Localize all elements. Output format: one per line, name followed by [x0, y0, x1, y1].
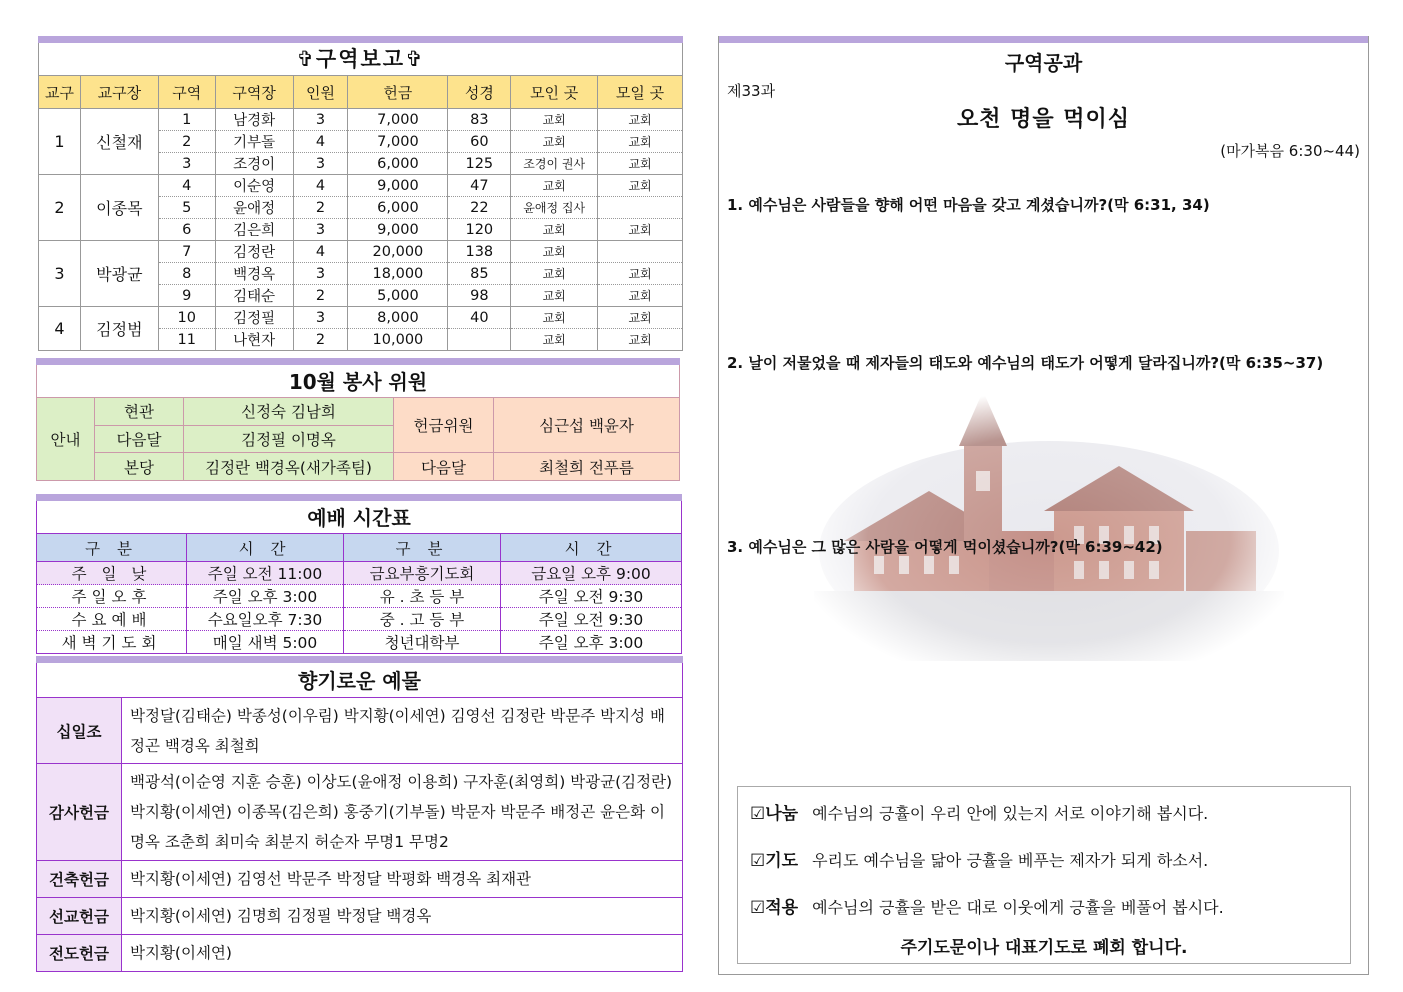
table-row [39, 109, 683, 131]
meet-place-cell: 교회 [598, 131, 683, 153]
table-row [37, 608, 682, 631]
people-cell: 4 [293, 131, 348, 153]
gyogu-cell: 3 [39, 241, 81, 307]
district-report-table [38, 75, 683, 351]
area-cell: 11 [158, 329, 215, 351]
table-row [37, 585, 682, 608]
met-place-cell: 교회 [511, 263, 598, 285]
gyogu-leader-cell: 이종목 [80, 175, 158, 241]
bible-cell: 47 [448, 175, 511, 197]
area-leader-cell: 조경이 [215, 153, 293, 175]
meet-place-cell: 교회 [598, 263, 683, 285]
area-cell: 10 [158, 307, 215, 329]
offering-cell: 6,000 [348, 153, 448, 175]
met-place-cell: 교회 [511, 329, 598, 351]
lesson-title: 구역공과 [1004, 51, 1083, 75]
service-name: 주일오후 [37, 585, 187, 608]
met-place-cell: 교회 [511, 175, 598, 197]
met-place-cell: 교회 [511, 241, 598, 263]
header-category: 구 분 [37, 534, 187, 562]
bible-cell: 22 [448, 197, 511, 219]
meet-place-cell: 교회 [598, 329, 683, 351]
table-row [39, 307, 683, 329]
service-time: 매일 새벽 5:00 [187, 631, 344, 654]
table-row [37, 898, 683, 935]
closing-text: 주기도문이나 대표기도로 폐회 합니다. [900, 938, 1188, 958]
offering-names: 박지황(이세연) 김영선 박문주 박정달 박평화 백경옥 최재관 [122, 861, 683, 898]
service-committee-title: 10월 봉사 위원 [36, 365, 680, 397]
header-area-leader: 구역장 [215, 76, 293, 109]
bible-cell: 125 [448, 153, 511, 175]
met-place-cell: 윤애정 집사 [511, 197, 598, 219]
application-label: ☑적용 [750, 898, 799, 918]
area-leader-cell: 백경옥 [215, 263, 293, 285]
sharing-row [750, 799, 1208, 824]
people-cell: 2 [293, 329, 348, 351]
area-leader-cell: 남경화 [215, 109, 293, 131]
met-place-cell: 교회 [511, 285, 598, 307]
panel-top-bar [36, 656, 683, 663]
meet-place-cell: 교회 [598, 307, 683, 329]
offering-committee-label: 헌금위원 [394, 398, 494, 453]
met-place-cell: 교회 [511, 131, 598, 153]
met-place-cell: 교회 [511, 219, 598, 241]
area-leader-cell: 윤애정 [215, 197, 293, 219]
district-report-title: ✞구역보고✞ [38, 43, 683, 75]
header-time: 시 간 [501, 534, 682, 562]
sharing-label: ☑나눔 [750, 804, 799, 824]
usher-place-label: 다음달 [95, 425, 184, 453]
offering-cell: 8,000 [348, 307, 448, 329]
offering-cell: 18,000 [348, 263, 448, 285]
usher-names: 김정필 이명옥 [184, 425, 394, 453]
district-report-panel [38, 36, 683, 351]
table-row [37, 764, 683, 861]
area-cell: 7 [158, 241, 215, 263]
offering-names: 박지황(이세연) [122, 935, 683, 972]
panel-top-bar [36, 494, 682, 501]
service-time: 주일 오후 3:00 [187, 585, 344, 608]
offering-category: 선교헌금 [37, 898, 122, 935]
worship-schedule-title: 예배 시간표 [36, 501, 682, 533]
header-met-place: 모인 곳 [511, 76, 598, 109]
gyogu-leader-cell: 박광균 [80, 241, 158, 307]
service-committee-panel [36, 358, 680, 481]
people-cell: 4 [293, 241, 348, 263]
question-2: 2. 날이 저물었을 때 제자들의 태도와 예수님의 태도가 어떻게 달라집니까?(막 6:35~37) [727, 354, 1324, 372]
usher-names: 김정란 백경옥(새가족팀) [184, 453, 394, 481]
area-leader-cell: 김태순 [215, 285, 293, 307]
question-3: 3. 예수님은 그 많은 사람을 어떻게 먹이셨습니까?(막 6:39~42) [727, 538, 1163, 556]
people-cell: 3 [293, 307, 348, 329]
table-row [39, 175, 683, 197]
usher-names: 신정숙 김남희 [184, 398, 394, 426]
people-cell: 3 [293, 109, 348, 131]
area-cell: 2 [158, 131, 215, 153]
service-name: 중 . 고 등 부 [344, 608, 501, 631]
offering-names: 박지황(이세연) 김명희 김정필 박정달 백경옥 [122, 898, 683, 935]
offerings-title: 향기로운 예물 [36, 663, 683, 697]
header-people: 인원 [293, 76, 348, 109]
meet-place-cell: 교회 [598, 109, 683, 131]
meet-place-cell [598, 241, 683, 263]
prayer-row [750, 846, 1208, 871]
meet-place-cell: 교회 [598, 175, 683, 197]
met-place-cell: 조경이 권사 [511, 153, 598, 175]
header-time: 시 간 [187, 534, 344, 562]
area-cell: 8 [158, 263, 215, 285]
area-cell: 1 [158, 109, 215, 131]
people-cell: 3 [293, 153, 348, 175]
offering-cell: 9,000 [348, 219, 448, 241]
people-cell: 4 [293, 175, 348, 197]
gyogu-cell: 1 [39, 109, 81, 175]
service-name: 새벽기도회 [37, 631, 187, 654]
church-building-image [814, 391, 1284, 661]
meet-place-cell [598, 197, 683, 219]
table-row [37, 935, 683, 972]
area-cell: 6 [158, 219, 215, 241]
table-row [37, 631, 682, 654]
area-leader-cell: 나현자 [215, 329, 293, 351]
report-header-row [39, 76, 683, 109]
offering-cell: 20,000 [348, 241, 448, 263]
offering-cell: 7,000 [348, 131, 448, 153]
prayer-text: 우리도 예수님을 닮아 긍휼을 베푸는 제자가 되게 하소서. [812, 851, 1209, 870]
bible-cell: 138 [448, 241, 511, 263]
worship-schedule-panel [36, 494, 682, 654]
bible-cell: 40 [448, 307, 511, 329]
people-cell: 3 [293, 263, 348, 285]
panel-top-bar [38, 36, 683, 43]
people-cell: 2 [293, 285, 348, 307]
table-row [37, 453, 680, 481]
people-cell: 2 [293, 197, 348, 219]
worship-schedule-table [36, 533, 682, 654]
meet-place-cell: 교회 [598, 219, 683, 241]
service-name: 청년대학부 [344, 631, 501, 654]
offering-category: 건축헌금 [37, 861, 122, 898]
application-text: 예수님의 긍휼을 받은 대로 이웃에게 긍휼을 베풀어 봅시다. [812, 898, 1224, 917]
offering-category: 감사헌금 [37, 764, 122, 861]
header-offering: 헌금 [348, 76, 448, 109]
header-gyogu: 교구 [39, 76, 81, 109]
next-month-label: 다음달 [394, 453, 494, 481]
header-area: 구역 [158, 76, 215, 109]
offerings-panel [36, 656, 683, 972]
header-gyogu-leader: 교구장 [80, 76, 158, 109]
table-row [37, 698, 683, 764]
area-leader-cell: 김은희 [215, 219, 293, 241]
prayer-label: ☑기도 [750, 851, 799, 871]
service-name: 금요부흥기도회 [344, 562, 501, 585]
service-time: 주일 오후 3:00 [501, 631, 682, 654]
panel-top-bar [719, 36, 1368, 43]
bible-cell [448, 329, 511, 351]
area-cell: 3 [158, 153, 215, 175]
offering-category: 전도헌금 [37, 935, 122, 972]
met-place-cell: 교회 [511, 307, 598, 329]
table-row [37, 398, 680, 426]
usher-place-label: 본당 [95, 453, 184, 481]
service-time: 수요일오후 7:30 [187, 608, 344, 631]
usher-place-label: 현관 [95, 398, 184, 426]
service-time: 금요일 오후 9:00 [501, 562, 682, 585]
service-name: 수요예배 [37, 608, 187, 631]
service-time: 주일 오전 11:00 [187, 562, 344, 585]
bible-cell: 83 [448, 109, 511, 131]
header-meet-place: 모일 곳 [598, 76, 683, 109]
people-cell: 3 [293, 219, 348, 241]
offering-cell: 5,000 [348, 285, 448, 307]
worship-header-row [37, 534, 682, 562]
bible-cell: 60 [448, 131, 511, 153]
offering-names: 백광석(이순영 지훈 승훈) 이상도(윤애정 이용희) 구자훈(최영희) 박광균(김정란) 박지황(이세연) 이종목(김은희) 홍중기(기부돌) 박문자 박문주 배정곤 윤은화 이명옥 조춘희 최미숙 최분지 허순자 무명1 무명2 [122, 764, 683, 861]
area-leader-cell: 기부돌 [215, 131, 293, 153]
service-committee-table [36, 397, 680, 481]
header-category: 구 분 [344, 534, 501, 562]
area-leader-cell: 이순영 [215, 175, 293, 197]
panel-top-bar [36, 358, 680, 365]
bible-cell: 98 [448, 285, 511, 307]
area-cell: 4 [158, 175, 215, 197]
sharing-text: 예수님의 긍휼이 우리 안에 있는지 서로 이야기해 봅시다. [812, 804, 1209, 823]
bible-cell: 85 [448, 263, 511, 285]
offering-names: 박정달(김태순) 박종성(이우림) 박지황(이세연) 김영선 김정란 박문주 박지성 배정곤 백경옥 최철희 [122, 698, 683, 764]
offering-cell: 7,000 [348, 109, 448, 131]
table-row [37, 861, 683, 898]
gyogu-cell: 4 [39, 307, 81, 351]
table-row [39, 241, 683, 263]
application-box [737, 786, 1351, 964]
offering-cell: 9,000 [348, 175, 448, 197]
offering-cell: 6,000 [348, 197, 448, 219]
application-row [750, 893, 1224, 918]
area-cell: 9 [158, 285, 215, 307]
service-name: 주 일 낮 [37, 562, 187, 585]
next-month-names: 최철희 전푸름 [494, 453, 680, 481]
offering-cell: 10,000 [348, 329, 448, 351]
offering-category: 십일조 [37, 698, 122, 764]
question-1: 1. 예수님은 사람들을 향해 어떤 마음을 갖고 계셨습니까?(막 6:31, 34) [727, 196, 1210, 214]
gyogu-cell: 2 [39, 175, 81, 241]
header-bible: 성경 [448, 76, 511, 109]
offerings-table [36, 697, 683, 972]
area-leader-cell: 김정란 [215, 241, 293, 263]
table-row [37, 562, 682, 585]
gyogu-leader-cell: 김정범 [80, 307, 158, 351]
scripture-reference: (마가복음 6:30~44) [1220, 142, 1360, 160]
area-cell: 5 [158, 197, 215, 219]
service-time: 주일 오전 9:30 [501, 585, 682, 608]
service-time: 주일 오전 9:30 [501, 608, 682, 631]
lesson-number: 제33과 [727, 82, 776, 100]
lesson-subtitle: 오천 명을 먹이심 [956, 107, 1131, 132]
meet-place-cell: 교회 [598, 153, 683, 175]
offering-committee-names: 심근섭 백윤자 [494, 398, 680, 453]
bible-cell: 120 [448, 219, 511, 241]
service-name: 유 . 초 등 부 [344, 585, 501, 608]
guide-label: 안내 [37, 398, 95, 481]
gyogu-leader-cell: 신철재 [80, 109, 158, 175]
meet-place-cell: 교회 [598, 285, 683, 307]
met-place-cell: 교회 [511, 109, 598, 131]
area-leader-cell: 김정필 [215, 307, 293, 329]
district-lesson-panel [718, 36, 1369, 975]
